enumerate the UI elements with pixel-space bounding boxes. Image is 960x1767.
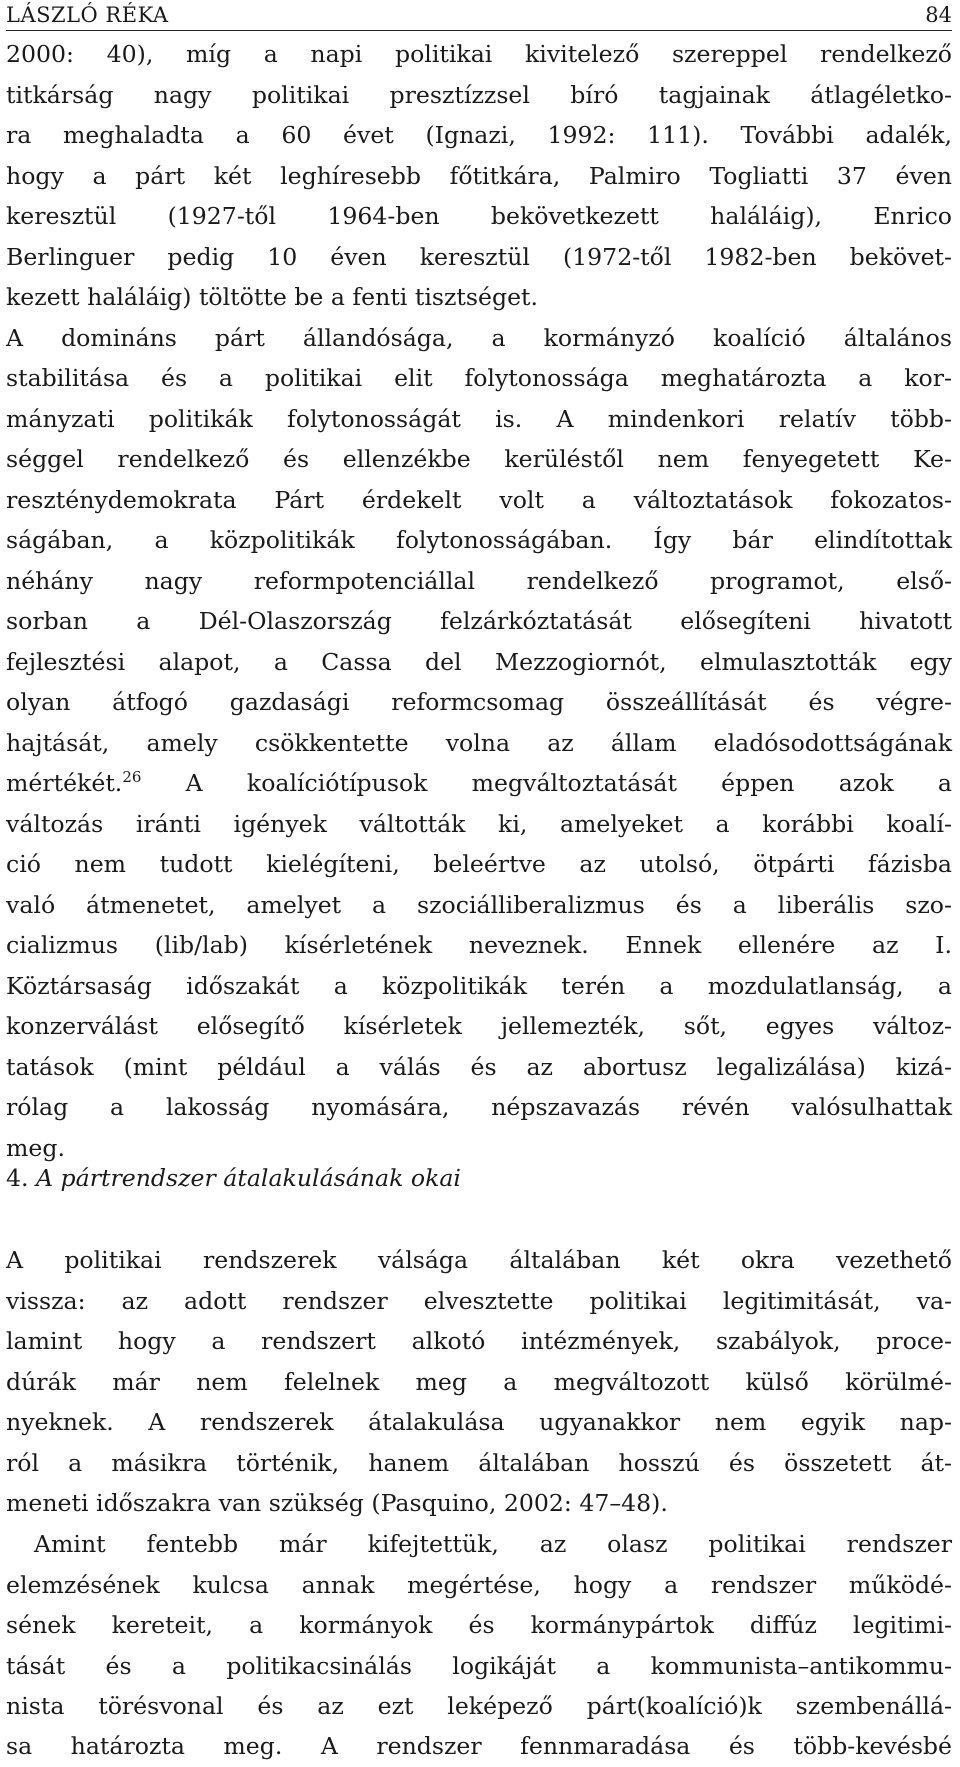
- text-line: stabilitása és a politikai elit folytonossága meghatározta a kor-: [6, 364, 952, 392]
- text-line: hajtását, amely csökkentette volna az állam eladósodottságának: [6, 728, 952, 757]
- text-line: lamint hogy a rendszert alkotó intézmények, szabályok, proce-: [6, 1327, 952, 1355]
- text-fragment: mértékét.: [6, 769, 123, 797]
- text-line: A politikai rendszerek válsága általában két okra vezethető: [6, 1246, 952, 1274]
- text-line: olyan átfogó gazdasági reformcsomag összeállítását és végre-: [6, 688, 952, 716]
- section-number: 4.: [6, 1164, 29, 1192]
- text-line: ció nem tudott kielégíteni, beleértve az utolsó, ötpárti fázisba: [6, 850, 952, 878]
- text-line: konzerválást elősegítő kísérletek jellemezték, sőt, egyes változ-: [6, 1012, 952, 1040]
- text-line: keresztül (1927-től 1964-ben bekövetkezett haláláig), Enrico: [6, 202, 952, 230]
- text-line: Berlinguer pedig 10 éven keresztül (1972-től 1982-ben bekövet-: [6, 242, 952, 271]
- text-line: meg.: [6, 1133, 65, 1162]
- text-line: dúrák már nem felelnek meg a megváltozott külső körülmé-: [6, 1367, 952, 1396]
- text-line: változás iránti igények váltották ki, amelyeket a korábbi koalí-: [6, 809, 952, 838]
- text-line: Amint fentebb már kifejtettük, az olasz politikai rendszer: [34, 1530, 952, 1558]
- text-line: ról a másikra történik, hanem általában hosszú és összetett át-: [6, 1448, 952, 1477]
- text-fragment: A koalíciótípusok megváltoztatását éppen azok a: [141, 769, 952, 797]
- text-line: sa határozta meg. A rendszer fennmaradása és több-kevésbé: [6, 1732, 952, 1760]
- text-line: rólag a lakosság nyomására, népszavazás révén valósulhattak: [6, 1093, 952, 1121]
- text-line: meneti időszakra van szükség (Pasquino, 2002: 47–48).: [6, 1489, 668, 1517]
- text-line: fejlesztési alapot, a Cassa del Mezzogiornót, elmulasztották egy: [6, 647, 952, 676]
- text-line: néhány nagy reformpotenciállal rendelkező programot, első-: [6, 566, 952, 595]
- text-line: tatások (mint például a válás és az abortusz legalizálása) kizá-: [6, 1052, 952, 1081]
- text-line: A domináns párt állandósága, a kormányzó koalíció általános: [6, 323, 952, 352]
- text-line: elemzésének kulcsa annak megértése, hogy a rendszer működé-: [6, 1570, 952, 1599]
- text-line: kezett haláláig) töltötte be a fenti tisztséget.: [6, 283, 539, 311]
- text-line: tását és a politikacsinálás logikáját a kommunista–antikommu-: [6, 1651, 952, 1680]
- paragraph-2: [6, 1240, 952, 1524]
- text-line: sének kereteit, a kormányok és kormánypártok diffúz legitimi-: [6, 1611, 952, 1639]
- text-line: ságában, a közpolitikák folytonosságában. Így bár elindítottak: [6, 526, 952, 554]
- section-title-text: A pártrendszer átalakulásának okai: [36, 1164, 461, 1192]
- running-header: [6, 0, 952, 31]
- text-line: vissza: az adott rendszer elvesztette politikai legitimitását, va-: [6, 1286, 952, 1315]
- text-line: reszténydemokrata Párt érdekelt volt a változtatások fokozatos-: [6, 485, 952, 514]
- text-line: Köztársaság időszakát a közpolitikák terén a mozdulatlanság, a: [6, 971, 952, 1000]
- text-line: nyeknek. A rendszerek átalakulása ugyanakkor nem egyik nap-: [6, 1408, 952, 1436]
- text-line: nista törésvonal és az ezt leképező párt(koalíció)k szembenállá-: [6, 1692, 952, 1720]
- text-line: titkárság nagy politikai presztízzsel bíró tagjainak átlagéletko-: [6, 80, 952, 109]
- paragraph-1: [6, 34, 952, 1168]
- paragraph-3: [6, 1524, 952, 1727]
- text-line: hogy a párt két leghíresebb főtitkára, Palmiro Togliatti 37 éven: [6, 161, 952, 190]
- running-header-author: LÁSZLÓ RÉKA: [6, 3, 169, 27]
- section-heading: [6, 1158, 461, 1198]
- text-line: 2000: 40), míg a napi politikai kivitelező szereppel rendelkező: [6, 40, 952, 68]
- paragraph-3-continued: [6, 1726, 952, 1760]
- text-line: cializmus (lib/lab) kísérletének neveznek. Ennek ellenére az I.: [6, 931, 952, 959]
- text-line: ra meghaladta a 60 évet (Ignazi, 1992: 111). További adalék,: [6, 121, 952, 149]
- text-line: sorban a Dél-Olaszország felzárkóztatását elősegíteni hivatott: [6, 607, 952, 635]
- text-line: séggel rendelkező és ellenzékbe kerüléstől nem fenyegetett Ke-: [6, 445, 952, 473]
- text-line: mányzati politikák folytonosságát is. A mindenkori relatív több-: [6, 404, 952, 433]
- page-number: 84: [925, 3, 952, 27]
- text-line: való átmenetet, amelyet a szociálliberalizmus és a liberális szo-: [6, 890, 952, 919]
- text-line-with-footnote: [6, 763, 952, 804]
- footnote-reference[interactable]: 26: [122, 768, 142, 786]
